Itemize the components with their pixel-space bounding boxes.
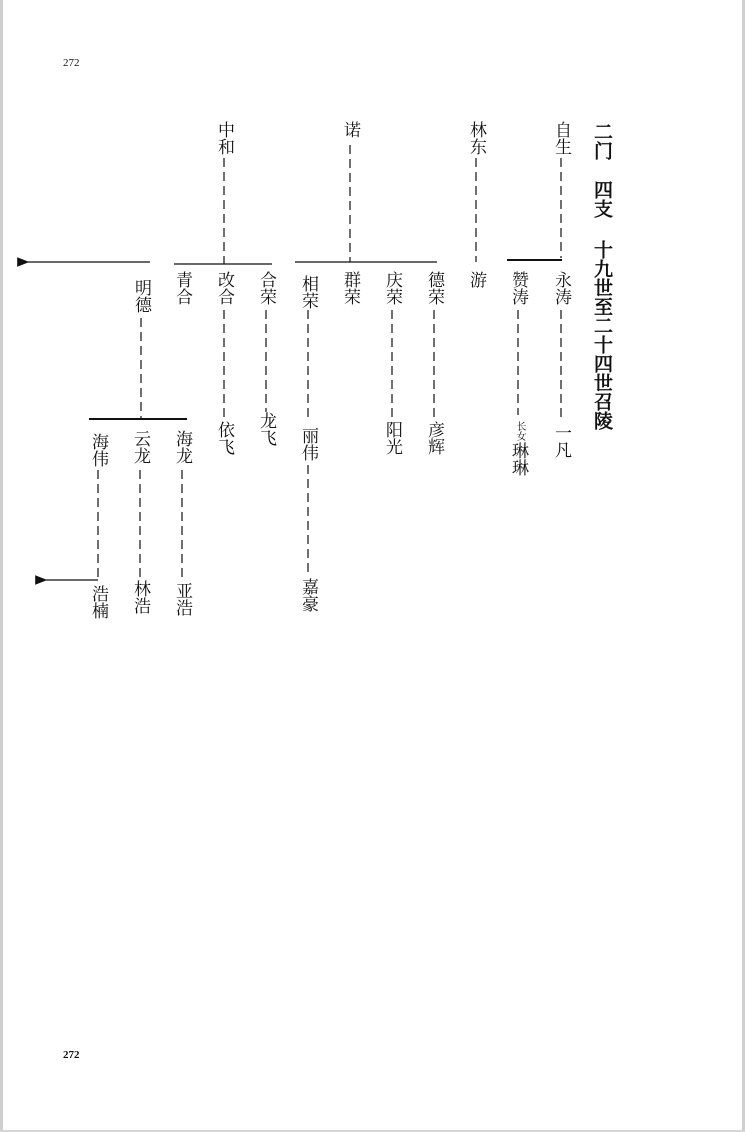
person-name: 云龙 bbox=[130, 430, 150, 464]
person-name: 彦辉 bbox=[424, 421, 444, 455]
person-name: 海龙 bbox=[172, 430, 192, 464]
person-name: 明德 bbox=[131, 279, 151, 313]
person-name: 中和 bbox=[214, 121, 234, 155]
person-name: 庆荣 bbox=[382, 271, 402, 305]
person-name: 一凡 bbox=[551, 424, 571, 458]
person-name: 合荣 bbox=[256, 271, 276, 305]
person-name: 依飞 bbox=[214, 421, 234, 455]
title-line-3: 十九世至二十四世召陵 bbox=[591, 240, 613, 430]
person-name: 龙飞 bbox=[256, 412, 276, 446]
person-name: 相荣 bbox=[298, 275, 318, 309]
person-name: 林东 bbox=[466, 121, 486, 155]
person-name: 嘉豪 bbox=[298, 578, 318, 612]
page-number-top: 272 bbox=[63, 57, 80, 69]
relation-label: 长女 bbox=[514, 421, 525, 441]
title-line-2: 四支 bbox=[591, 180, 613, 218]
person-name: 亚浩 bbox=[172, 582, 192, 616]
person-name: 琳琳 bbox=[508, 442, 528, 476]
person-name: 诺 bbox=[340, 121, 360, 138]
person-name: 青合 bbox=[172, 271, 192, 305]
person-name: 林浩 bbox=[130, 580, 150, 614]
person-name: 永涛 bbox=[551, 271, 571, 305]
page-number-bottom: 272 bbox=[63, 1049, 80, 1061]
person-name: 阳光 bbox=[382, 421, 402, 455]
person-name: 丽伟 bbox=[298, 427, 318, 461]
person-name: 浩楠 bbox=[88, 585, 108, 619]
person-name: 海伟 bbox=[88, 433, 108, 467]
person-name: 群荣 bbox=[340, 271, 360, 305]
person-name: 赞涛 bbox=[508, 271, 528, 305]
title-line-1: 二门 bbox=[591, 122, 613, 160]
person-name: 改合 bbox=[214, 271, 234, 305]
person-name: 游 bbox=[466, 271, 486, 288]
person-name: 自生 bbox=[551, 121, 571, 155]
person-name: 德荣 bbox=[424, 271, 444, 305]
